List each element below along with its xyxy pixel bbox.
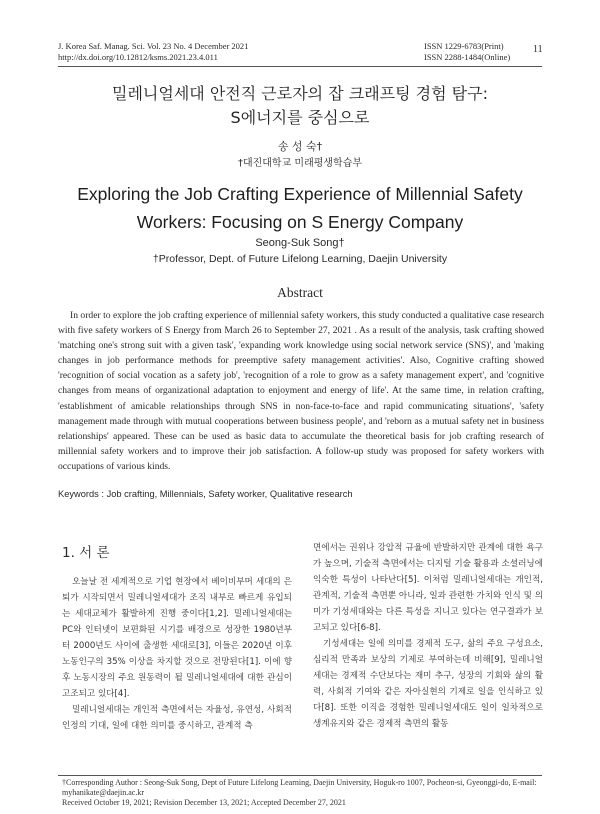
received-dates: Received October 19, 2021; Revision December 13, 2021; Accepted December 27, 2021 (62, 798, 346, 807)
korean-author: 송 성 숙† (277, 140, 323, 153)
footnote (62, 778, 542, 808)
abstract-heading: Abstract (277, 285, 323, 300)
body-paragraph: 밀레니얼세대는 개인적 측면에서는 자율성, 유연성, 사회적 인정의 기대, 일에 대한 의미를 중시하고, 관계적 측 (62, 705, 292, 731)
issn-online: ISSN 2288-1484(Online) (424, 51, 511, 62)
korean-title-line2: S에너지를 중심으로 (230, 108, 370, 127)
section-heading: 1. 서 론 (62, 545, 110, 561)
body-paragraph: 오늘날 전 세계적으로 기업 현장에서 베이비부머 세대의 은퇴가 시작되면서 밀레니얼세대가 조직 내부로 빠르게 유입되는 세대교체가 활발하게 진행 중이다[1,2]. 밀레니얼세대는 PC와 인터넷이 보편화된 시기를 배경으로 성장한 1980년부터 2000년도 사이에 출생한 세대로[3], 이들은 2020년 이후 노동인구의 35% 이상을 차지할 것으로 전망된다[1]. 이에 향후 노동시장의 주요 원동력이 될 밀레니얼세대에 대한 관심이 고조되고 있다[4]. (62, 577, 292, 699)
keywords: Keywords : Job crafting, Millennials, Safety worker, Qualitative research (58, 489, 353, 499)
journal-citation (58, 41, 248, 62)
abstract-text: In order to explore the job crafting experience of millennial safety workers, this study conducted a qualitative case research with five safety workers of S Energy from March 26 to September 27, 2021 . As a result of the analysis, task crafting showed 'matching one's strong suit with a given task', 'expanding work knowledge using social network service (SNS)', and 'making changes in job performance methods for preemptive safety management activities'. Also, Cognitive crafting showed 'recognition of social vocation as a safety job', 'recognition of a role to grow as a safety management expert', and 'cognitive changes from means of organizational adaptation to enjoyment and energy of life'. At the same time, in relation crafting, 'establishment of amicable relationships through SNS in non-face-to-face and rapid communicating situations', 'safety management made through with mutual cooperations between business people', and 'reborn as a mutual safety net in business relationships' appeared. These can be used as basic data to accumulate the theoretical basis for job crafting research of millennial safety workers and to improve their job satisfaction. A follow-up study was proposed for safety workers with occupations of various kinds. (58, 310, 544, 472)
issn-block (424, 41, 510, 62)
issn-print: ISSN 1229-6783(Print) (424, 41, 504, 51)
body-paragraph-continued: 면에서는 권위나 강압적 규율에 반발하지만 관계에 대한 욕구가 높으며, 기술적 측면에서는 디지털 기술 활용과 소셜러닝에 익숙한 특성이 나타난다[5]. 이처럼 밀레니얼세대는 개인적, 관계적, 기술적 측면뿐 아니라, 일과 관련한 가치와 인식 및 의미가 기성세대와는 다른 특성을 지니고 있다는 연구결과가 보고되고 있다[6-8]. (313, 543, 543, 633)
english-title-line2: Workers: Focusing on S Energy Company (136, 212, 464, 232)
journal-info: J. Korea Saf. Manag. Sci. Vol. 23 No. 4 December 2021 (58, 41, 249, 51)
body-column-left (62, 574, 292, 734)
footnote-divider (58, 775, 542, 776)
corresponding-author-note: †Corresponding Author : Seong-Suk Song, Dept of Future Lifelong Learning, Daejin University, Hoguk-ro 1007, Pocheon-si, Gyeonggi-do, E-mail: myhanikate@daejin.ac.kr (62, 778, 537, 797)
english-title-line1: Exploring the Job Crafting Experience of Millennial Safety (77, 184, 523, 204)
doi-link[interactable]: http://dx.doi.org/10.12812/ksms.2021.23.4.011 (58, 51, 218, 62)
korean-title-line1: 밀레니얼세대 안전직 근로자의 잡 크래프팅 경험 탐구: (112, 84, 488, 103)
korean-affiliation: †대진대학교 미래평생학습부 (237, 158, 363, 169)
body-paragraph: 기성세대는 일에 의미를 경제적 도구, 삶의 주요 구성요소, 심리적 만족과 보상의 기제로 부여하는데 비해[9], 밀레니얼세대는 경제적 수단보다는 재미 추구, 성장의 기회와 삶의 활력, 사회적 기여와 같은 자아실현의 기제로 일을 인식하고 있다[8]. 또한 이직을 경험한 밀레니얼세대도 일이 일차적으로 생계유지와 같은 경제적 측면의 활동 (313, 639, 543, 729)
korean-title (0, 82, 600, 130)
english-affiliation: †Professor, Dept. of Future Lifelong Learning, Daejin University (152, 253, 448, 265)
page-number: 11 (533, 44, 543, 55)
english-title (0, 180, 600, 236)
english-author: Seong-Suk Song† (255, 237, 345, 249)
body-column-right (313, 540, 543, 732)
header-divider (58, 66, 542, 67)
